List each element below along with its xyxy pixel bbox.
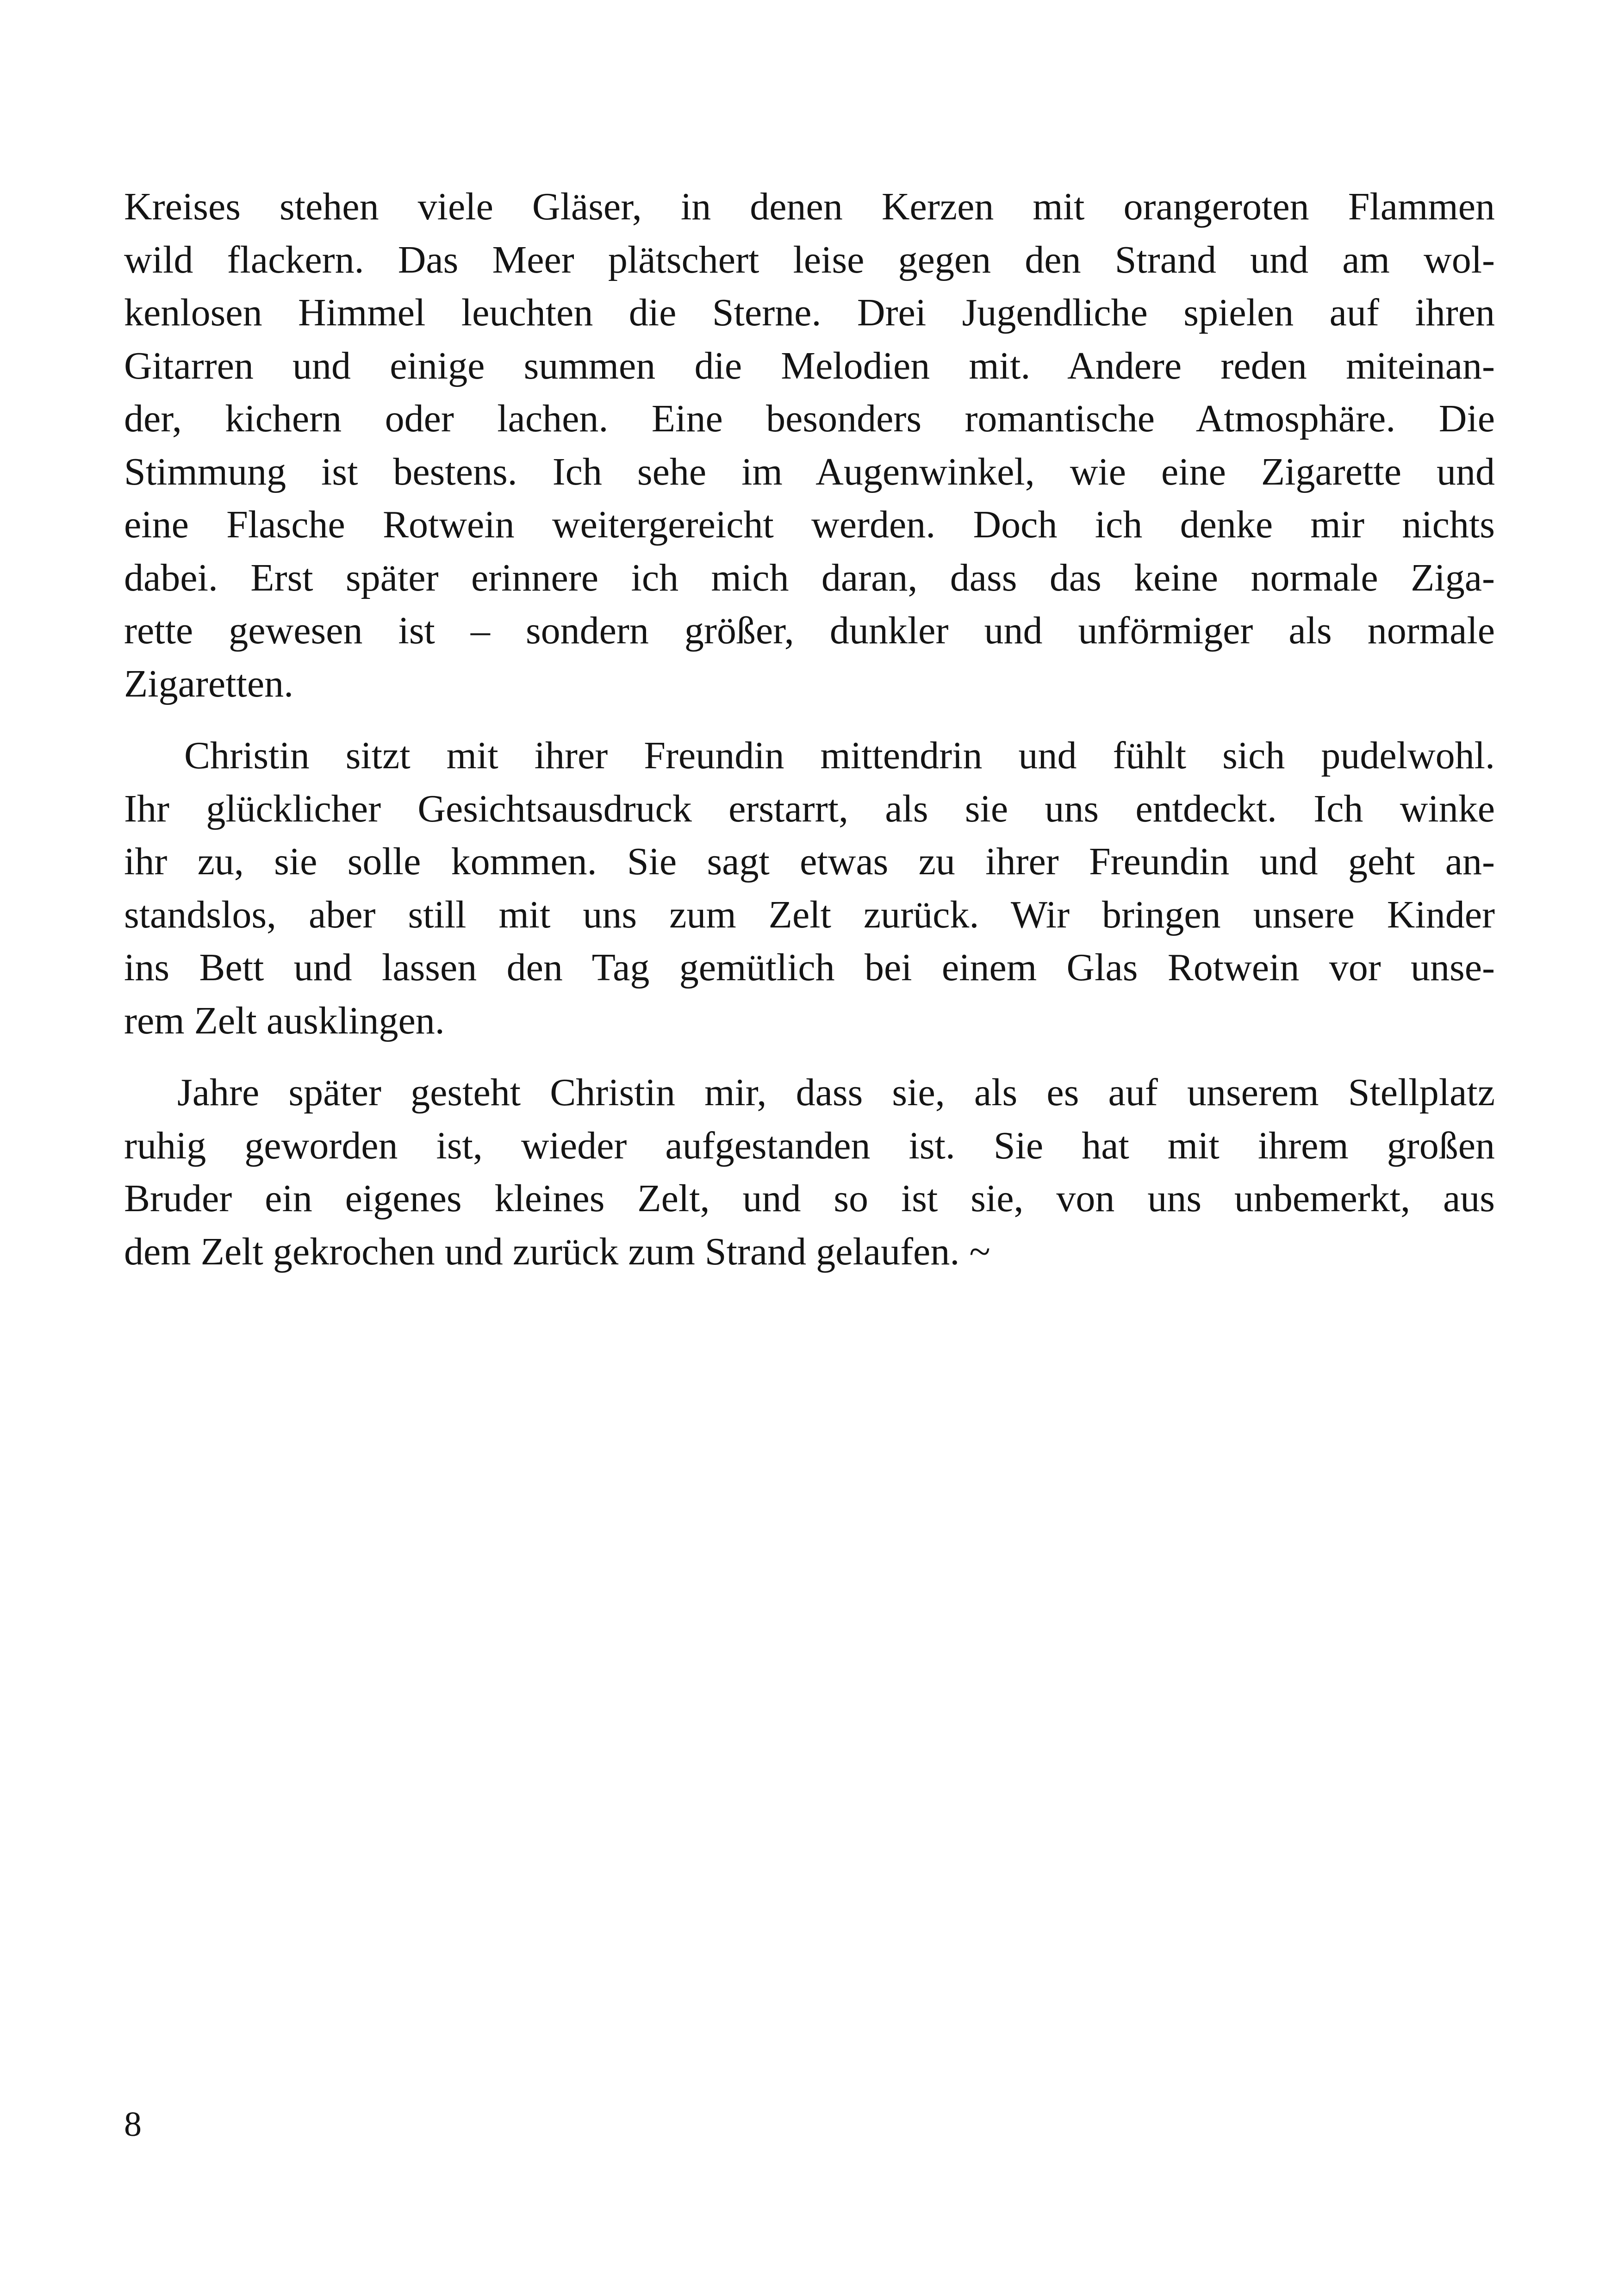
text-line: rem Zelt ausklingen. [124, 999, 445, 1042]
text-line: ruhig geworden ist, wieder aufgestanden ist. Sie hat mit ihrem großen [124, 1124, 1495, 1167]
text-line: wild flackern. Das Meer plätschert leise gegen den Strand und am wol- [124, 238, 1495, 281]
text-line: eine Flasche Rotwein weitergereicht werden. Doch ich denke mir nichts [124, 503, 1495, 546]
paragraph-1 [124, 180, 1495, 710]
text-line: dem Zelt gekrochen und zurück zum Strand gelaufen. ~ [124, 1230, 990, 1273]
text-line: ihr zu, sie solle kommen. Sie sagt etwas zu ihrer Freundin und geht an- [124, 840, 1495, 883]
text-line: kenlosen Himmel leuchten die Sterne. Drei Jugendliche spielen auf ihren [124, 291, 1495, 334]
text-line: ins Bett und lassen den Tag gemütlich bei einem Glas Rotwein vor unse- [124, 946, 1495, 989]
text-line: Christin sitzt mit ihrer Freundin mittendrin und fühlt sich pudelwohl. [184, 734, 1495, 777]
paragraph-3 [124, 1066, 1495, 1278]
page-number: 8 [124, 2105, 142, 2144]
text-line: rette gewesen ist – sondern größer, dunkler und unförmiger als normale [124, 609, 1495, 652]
paragraph-2 [124, 729, 1495, 1047]
text-line: Stimmung ist bestens. Ich sehe im Augenwinkel, wie eine Zigarette und [124, 450, 1495, 493]
text-line: standslos, aber still mit uns zum Zelt zurück. Wir bringen unsere Kinder [124, 893, 1495, 936]
text-line: Gitarren und einige summen die Melodien mit. Andere reden miteinan- [124, 344, 1495, 387]
text-line: dabei. Erst später erinnere ich mich daran, dass das keine normale Ziga- [124, 556, 1495, 599]
text-line: Ihr glücklicher Gesichtsausdruck erstarrt, als sie uns entdeckt. Ich winke [124, 787, 1495, 830]
text-line: Jahre später gesteht Christin mir, dass sie, als es auf unserem Stellplatz [177, 1071, 1495, 1114]
text-line: der, kichern oder lachen. Eine besonders romantische Atmosphäre. Die [124, 397, 1495, 440]
text-line: Kreises stehen viele Gläser, in denen Kerzen mit orangeroten Flammen [124, 185, 1495, 228]
text-line: Zigaretten. [124, 662, 294, 705]
body-text [124, 180, 1495, 1278]
text-line: Bruder ein eigenes kleines Zelt, und so ist sie, von uns unbemerkt, aus [124, 1177, 1495, 1220]
